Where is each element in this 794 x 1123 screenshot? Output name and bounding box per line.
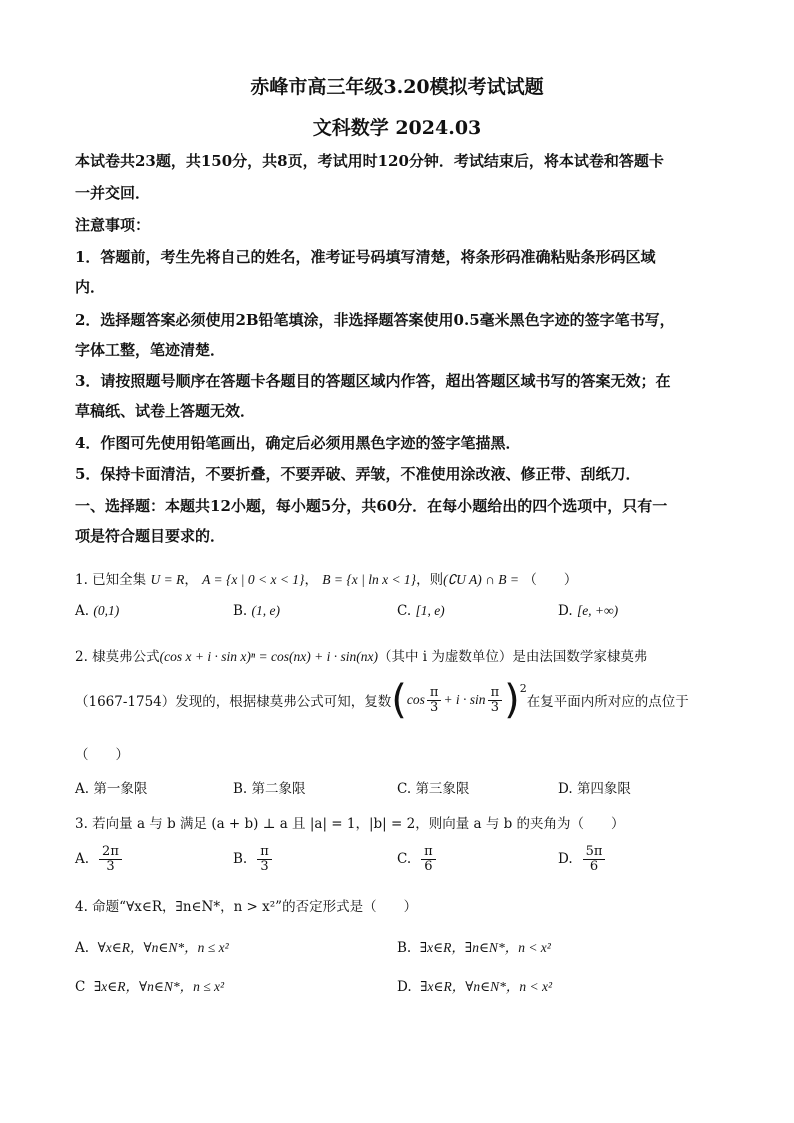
q1-option-a: A. (0,1) <box>75 603 120 619</box>
q1-expr: (∁U A) ∩ B = <box>443 572 520 587</box>
note-1a: 1．答题前，考生先将自己的姓名，准考证号码填写清楚，将条形码准确粘贴条形码区域 <box>75 248 656 266</box>
q4-option-b: B. ∃x∈R，∃n∈N*，n < x² <box>397 940 551 956</box>
note-2a: 2．选择题答案必须使用2B铅笔填涂，非选择题答案使用0.5毫米黑色字迹的签字笔书写， <box>75 311 675 329</box>
intro-line-1: 本试卷共23题，共150分，共8页，考试用时120分钟．考试结束后，将本试卷和答题卡 <box>75 152 664 170</box>
q4-option-a: A. ∀x∈R，∀n∈N*，n ≤ x² <box>75 940 229 956</box>
q2-paren-left: ( <box>391 677 407 723</box>
q1-set-a: A = {x | 0 < x < 1} <box>202 572 305 587</box>
q2-option-a: A. 第一象限 <box>75 781 148 797</box>
q2-line2-suffix: 在复平面内所对应的点位于 <box>526 694 689 710</box>
q2-frac-1: $\frac{\pi}{3}$ <box>427 686 442 714</box>
q2-line2-prefix: （1667-1754）发现的，根据棣莫弗公式可知，复数 <box>75 694 392 710</box>
q4-option-d: D. ∃x∈R，∀n∈N*，n < x² <box>397 979 553 995</box>
q1-option-b: B. (1, e) <box>233 603 280 619</box>
note-3b: 草稿纸、试卷上答题无效． <box>75 402 256 420</box>
q2-cos: cos <box>406 692 425 707</box>
note-4: 4．作图可先使用铅笔画出，确定后必须用黑色字迹的签字笔描黑． <box>75 434 521 452</box>
question-2-line-2 <box>75 677 689 723</box>
q2-frac-2: $\frac{\pi}{3}$ <box>488 686 503 714</box>
note-2b: 字体工整，笔迹清楚． <box>75 341 226 359</box>
q2-paren-right: ) <box>504 677 520 723</box>
q1-set-b: B = {x | ln x < 1} <box>322 572 417 587</box>
page-title: 赤峰市高三年级3.20模拟考试试题 <box>250 76 544 98</box>
q2-suffix: （其中 i 为虚数单位）是由法国数学家棣莫弗 <box>377 649 648 665</box>
section-heading-1: 一、选择题：本题共12小题，每小题5分，共60分．在每小题给出的四个选项中，只有一 <box>75 497 668 515</box>
q2-option-c: C. 第三象限 <box>397 781 470 797</box>
q2-blank: （ ） <box>75 747 129 763</box>
q2-formula: (cos x + i · sin x)ⁿ = cos(nx) + i · sin(nx) <box>159 649 378 664</box>
q4-option-c: C ∃x∈R，∀n∈N*，n ≤ x² <box>75 979 225 995</box>
q3-option-b: B. $\frac{\pi}{3}$ <box>233 845 274 873</box>
q2-plus-isin: + i · sin <box>443 692 486 707</box>
intro-line-2: 一并交回． <box>75 184 151 202</box>
note-1b: 内． <box>75 278 106 296</box>
notes-heading: 注意事项： <box>75 216 151 234</box>
question-1-stem: 1. 已知全集 U = R， A = {x | 0 < x < 1}， B = {x | ln x < 1}，则(∁U A) ∩ B = （ ） <box>75 572 578 588</box>
question-2-stem <box>75 645 647 665</box>
note-3a: 3．请按照题号顺序在答题卡各题目的答题区域内作答，超出答题区域书写的答案无效；在 <box>75 372 671 390</box>
page-subtitle: 文科数学 2024.03 <box>312 117 482 139</box>
note-5: 5．保持卡面清洁，不要折叠，不要弄破、弄皱，不准使用涂改液、修正带、刮纸刀． <box>75 465 641 483</box>
question-4-stem: 4. 命题“∀x∈R，∃n∈N*，n > x²”的否定形式是（ ） <box>75 899 418 915</box>
q1-option-d: D. [e, +∞) <box>558 603 619 619</box>
question-3-stem: 3. 若向量 a 与 b 满足 (a + b) ⊥ a 且 |a| = 1，|b| = 2，则向量 a 与 b 的夹角为（ ） <box>75 816 625 832</box>
q1-option-c: C. [1, e) <box>397 603 445 619</box>
q1-prefix: 1. 已知全集 <box>75 572 147 588</box>
section-heading-2: 项是符合题目要求的． <box>75 527 226 545</box>
q3-option-d: D. $\frac{5\pi}{6}$ <box>558 845 607 873</box>
q1-blank: （ ） <box>523 572 578 588</box>
q2-option-b: B. 第二象限 <box>233 781 306 797</box>
q2-option-d: D. 第四象限 <box>558 781 631 797</box>
q2-prefix: 2. 棣莫弗公式 <box>75 649 160 665</box>
q3-option-c: C. $\frac{\pi}{6}$ <box>397 845 438 873</box>
q2-power: 2 <box>519 682 527 695</box>
q1-universe: U = R <box>150 572 185 587</box>
q1-ask: ，则 <box>416 572 444 588</box>
q3-option-a: A. $\frac{2\pi}{3}$ <box>75 845 124 873</box>
